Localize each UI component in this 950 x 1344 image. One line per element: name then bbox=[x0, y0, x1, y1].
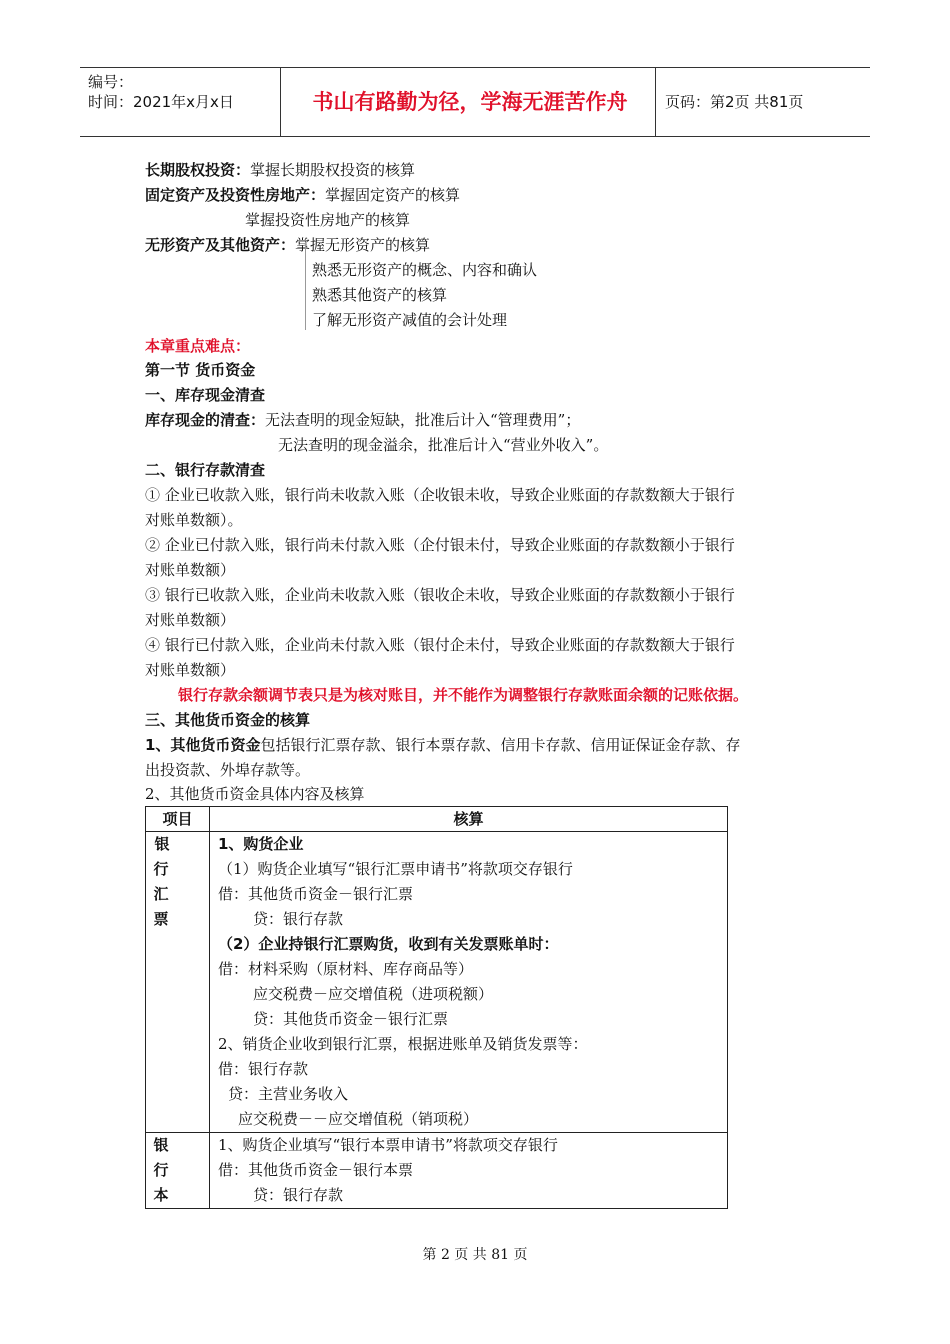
table-row bbox=[146, 1133, 728, 1209]
list-item: ④ 银行已付款入账，企业尚未付款入账（银付企未付，导致企业账面的存款数额大于银行 bbox=[145, 636, 735, 654]
line-intangible: 无形资产及其他资产：掌握无形资产的核算 bbox=[145, 236, 431, 254]
entry-line: 借：其他货币资金－银行本票 bbox=[218, 1161, 414, 1179]
entry-line: 借：材料采购（原材料、库存商品等） bbox=[218, 960, 474, 978]
line-cash-shortage: 库存现金的清查：无法查明的现金短缺，批准后计入“管理费用”； bbox=[145, 411, 581, 429]
accounting-table bbox=[145, 806, 728, 1209]
item-char: 汇 bbox=[153, 885, 169, 903]
list-item: ③ 银行已收款入账，企业尚未收款入账（银收企未收，导致企业账面的存款数额小于银行 bbox=[145, 586, 735, 604]
item-char: 银 bbox=[153, 1136, 169, 1154]
line-other-funds-cont: 出投资款、外埠存款等。 bbox=[145, 761, 311, 779]
subsection-bank: 二、银行存款清查 bbox=[145, 461, 266, 479]
item-cell bbox=[146, 832, 210, 1133]
line-equity: 长期股权投资：掌握长期股权投资的核算 bbox=[145, 161, 416, 179]
line-intangible-concept: 熟悉无形资产的概念、内容和确认 bbox=[312, 261, 538, 279]
entry-line: （2）企业持银行汇票购货，收到有关发票账单时： bbox=[218, 935, 559, 953]
entry-line: （1）购货企业填写“银行汇票申请书”将款项交存银行 bbox=[218, 860, 573, 878]
column-header: 核算 bbox=[210, 807, 728, 832]
line-impairment: 了解无形资产减值的会计处理 bbox=[312, 311, 508, 329]
subsection-other-funds: 三、其他货币资金的核算 bbox=[145, 711, 311, 729]
page-footer: 第 2 页 共 81 页 bbox=[422, 1247, 528, 1263]
time-label: 时间：2021年x月x日 bbox=[88, 93, 234, 111]
table-header-row bbox=[146, 807, 728, 832]
page-header bbox=[80, 67, 870, 137]
entry-line: 2、销货企业收到银行汇票，根据进账单及销货发票等： bbox=[218, 1035, 588, 1053]
entry-line: 贷：其他货币资金－银行汇票 bbox=[253, 1010, 449, 1028]
line-investment-property: 掌握投资性房地产的核算 bbox=[245, 211, 411, 229]
entry-line: 应交税费－－应交增值税（销项税） bbox=[238, 1110, 479, 1128]
item-cell bbox=[146, 1133, 210, 1209]
line-other-funds-def: 1、其他货币资金包括银行汇票存款、银行本票存款、信用卡存款、信用证保证金存款、存 bbox=[145, 736, 741, 754]
list-item: ② 企业已付款入账，银行尚未付款入账（企付银未付，导致企业账面的存款数额小于银行 bbox=[145, 536, 735, 554]
header-meta bbox=[88, 72, 234, 112]
list-item: 对账单数额） bbox=[145, 561, 236, 579]
reconciliation-note: 银行存款余额调节表只是为核对账目，并不能作为调整银行存款账面余额的记账依据。 bbox=[178, 686, 749, 704]
item-char: 银 bbox=[154, 835, 170, 853]
item-char: 票 bbox=[153, 910, 169, 928]
entry-line: 1、购货企业填写“银行本票申请书”将款项交存银行 bbox=[218, 1136, 558, 1154]
header-divider bbox=[280, 68, 281, 136]
header-motto: 书山有路勤为径，学海无涯苦作舟 bbox=[312, 90, 628, 114]
list-item: 对账单数额）。 bbox=[145, 511, 243, 529]
key-points-heading: 本章重点难点： bbox=[145, 337, 251, 355]
section-title: 第一节 货币资金 bbox=[145, 361, 256, 379]
entry-line: 贷：主营业务收入 bbox=[228, 1085, 349, 1103]
entry-line: 贷：银行存款 bbox=[253, 1186, 344, 1204]
table-caption: 2、其他货币资金具体内容及核算 bbox=[145, 785, 365, 803]
header-divider bbox=[655, 68, 656, 136]
brace-line bbox=[305, 242, 306, 330]
subsection-cash: 一、库存现金清查 bbox=[145, 386, 266, 404]
entry-line: 1、购货企业 bbox=[218, 835, 304, 853]
number-label: 编号： bbox=[88, 73, 134, 91]
line-other-assets: 熟悉其他资产的核算 bbox=[312, 286, 448, 304]
table-row bbox=[146, 832, 728, 1133]
list-item: 对账单数额） bbox=[145, 611, 236, 629]
line-fixed-assets: 固定资产及投资性房地产：掌握固定资产的核算 bbox=[145, 186, 461, 204]
entry-cell bbox=[210, 832, 728, 1133]
entry-line: 借：其他货币资金－银行汇票 bbox=[218, 885, 414, 903]
entry-line: 借：银行存款 bbox=[218, 1060, 309, 1078]
item-char: 本 bbox=[153, 1186, 169, 1204]
list-item: ① 企业已收款入账，银行尚未收款入账（企收银未收，导致企业账面的存款数额大于银行 bbox=[145, 486, 735, 504]
item-char: 行 bbox=[153, 860, 169, 878]
entry-cell bbox=[210, 1133, 728, 1209]
entry-line: 贷：银行存款 bbox=[253, 910, 344, 928]
line-cash-surplus: 无法查明的现金溢余，批准后计入“营业外收入”。 bbox=[278, 436, 609, 454]
page-indicator: 页码：第2页 共81页 bbox=[665, 93, 804, 111]
list-item: 对账单数额） bbox=[145, 661, 236, 679]
column-header: 项目 bbox=[146, 807, 210, 832]
entry-line: 应交税费－应交增值税（进项税额） bbox=[253, 985, 494, 1003]
item-char: 行 bbox=[153, 1161, 169, 1179]
